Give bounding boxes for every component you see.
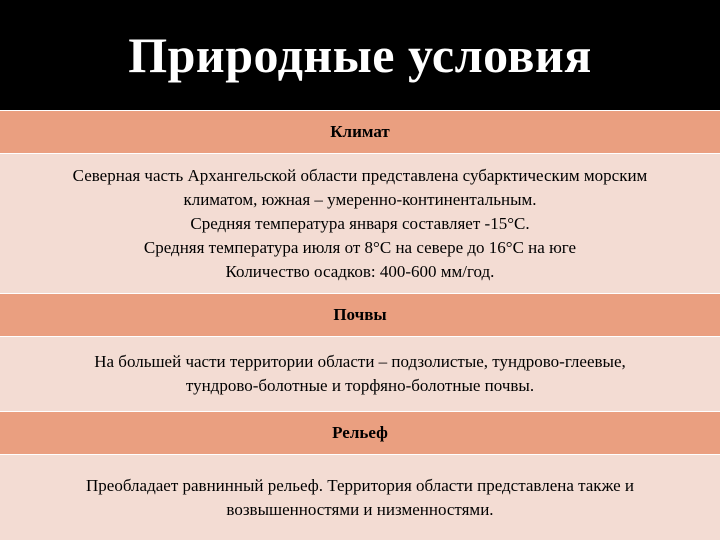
section-body-soils	[0, 336, 720, 411]
section-body-soils-text: На большей части территории области – подзолистые, тундрово-глеевые, тундрово-болотные и торфяно-болотные почвы.	[94, 352, 626, 395]
section-header-climate-label: Климат	[330, 122, 390, 141]
section-body-relief-text: Преобладает равнинный рельеф. Территория области представлена также и возвышенностями и низменностями.	[86, 475, 634, 519]
section-header-soils-label: Почвы	[333, 305, 387, 324]
section-header-relief-label: Рельеф	[332, 423, 388, 442]
section-body-climate	[0, 153, 720, 293]
section-header-relief	[0, 411, 720, 454]
conditions-table	[0, 110, 720, 540]
section-header-soils	[0, 293, 720, 336]
section-header-climate	[0, 110, 720, 153]
slide-title: Природные условия	[128, 27, 592, 83]
section-body-climate-text: Северная часть Архангельской области представлена субарктическим морским климатом, южная – умеренно-континентальным. Средняя температура января составляет -15°С. Средняя температура июля от 8°С на севере до 16°С на юге Количество осадков: 400-600 мм/год.	[72, 165, 648, 281]
section-body-relief	[0, 454, 720, 540]
